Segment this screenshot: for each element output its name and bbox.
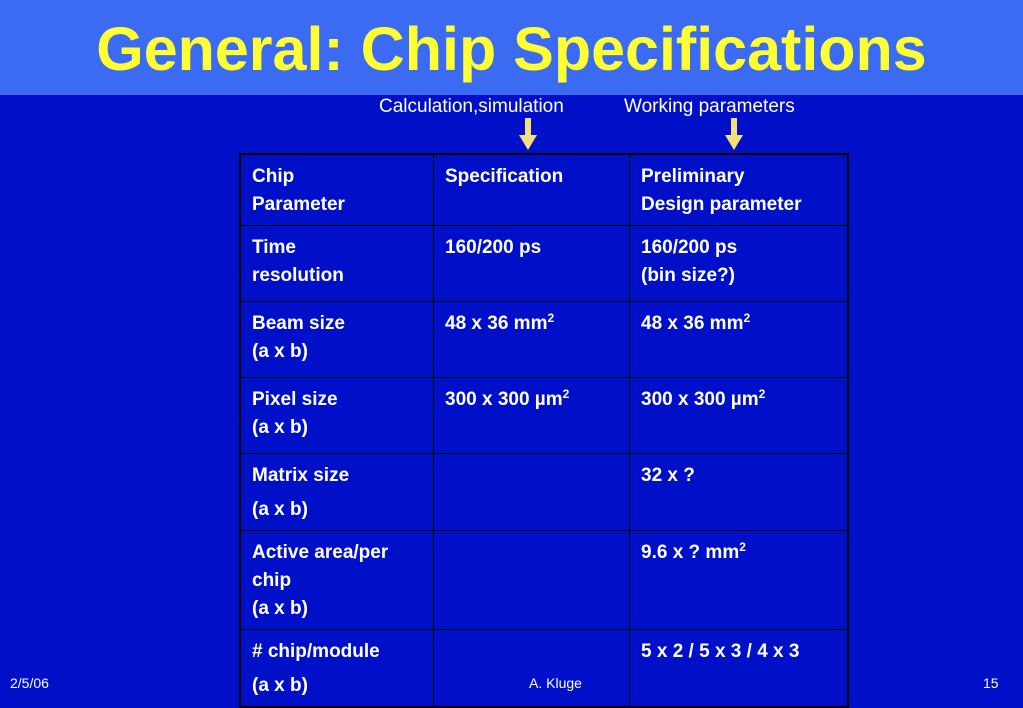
footer-date: 2/5/06	[10, 675, 49, 691]
header-cell: Chip Parameter	[240, 154, 434, 226]
table-cell	[434, 630, 630, 708]
page-number: 15	[983, 675, 999, 691]
calculation-note: Calculation,simulation	[379, 96, 564, 117]
table-cell: 300 x 300 µm$^2$	[630, 378, 849, 454]
slide-title: General: Chip Specifications	[96, 15, 927, 83]
table-cell: 32 x ?	[630, 454, 849, 531]
working-parameters-note: Working parameters	[624, 96, 795, 117]
table-cell: Time resolution	[240, 226, 434, 302]
table-cell: Pixel size (a x b)	[240, 378, 434, 454]
header-cell: Preliminary Design parameter	[630, 154, 849, 226]
down-arrow-icon	[723, 118, 745, 152]
footer-author: A. Kluge	[529, 675, 582, 691]
table-header-row	[240, 154, 848, 226]
table-row	[240, 454, 848, 531]
table-row	[240, 302, 848, 378]
table-cell: 160/200 ps (bin size?)	[630, 226, 849, 302]
table-row	[240, 531, 848, 630]
header-cell: Specification	[434, 154, 630, 226]
table-row	[240, 630, 848, 708]
table-cell: Matrix size (a x b)	[240, 454, 434, 531]
table-cell: 160/200 ps	[434, 226, 630, 302]
table-cell: 48 x 36 $mm^2$	[630, 302, 849, 378]
table-cell	[434, 454, 630, 531]
table-cell	[434, 531, 630, 630]
table-cell: # chip/module (a x b)	[240, 630, 434, 708]
table-cell: 9.6 x ? $mm^2$	[630, 531, 849, 630]
table-cell: 48 x 36 $mm^2$	[434, 302, 630, 378]
table-row	[240, 378, 848, 454]
chip-spec-table	[239, 153, 849, 708]
down-arrow-icon	[517, 118, 539, 152]
table-cell: Active area/per chip (a x b)	[240, 531, 434, 630]
table-cell: Beam size (a x b)	[240, 302, 434, 378]
table-cell: 300 x 300 µm$^2$	[434, 378, 630, 454]
table-row	[240, 226, 848, 302]
table-cell: 5 x 2 / 5 x 3 / 4 x 3	[630, 630, 849, 708]
